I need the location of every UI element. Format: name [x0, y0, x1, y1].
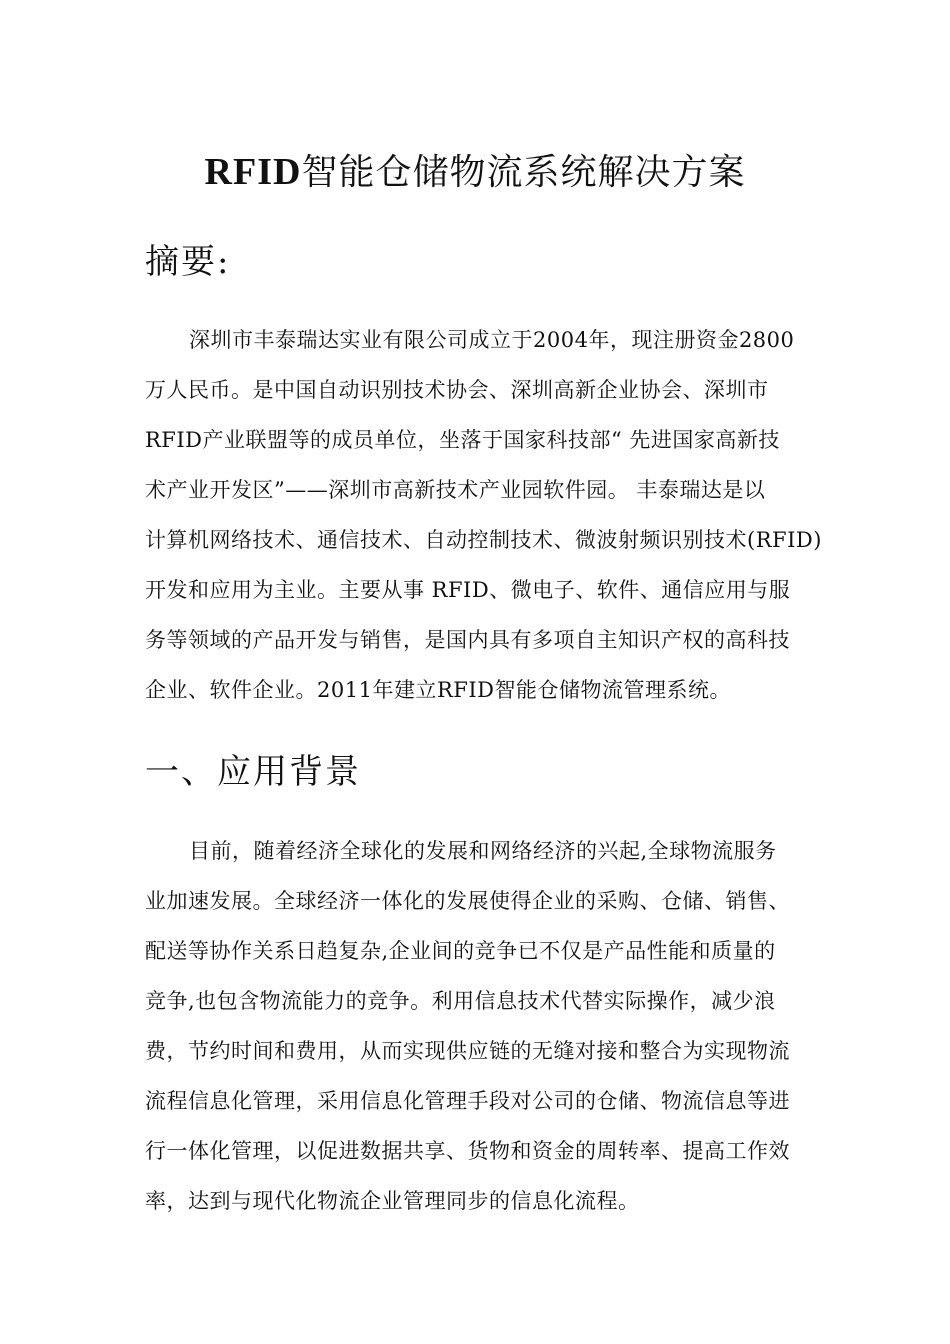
- abstract-line: RFID产业联盟等的成员单位，坐落于国家科技部“ 先进国家高新技: [145, 428, 780, 452]
- abstract-line: 务等领域的产品开发与销售，是国内具有多项自主知识产权的高科技: [145, 628, 790, 652]
- background-paragraph: [145, 826, 807, 1226]
- abstract-line: 深圳市丰泰瑞达实业有限公司成立于2004年，现注册资金2800: [189, 328, 795, 352]
- section-heading-background: 一、应用背景: [145, 752, 361, 792]
- background-line: 竞争,也包含物流能力的竞争。利用信息技术代替实际操作，减少浪: [145, 989, 776, 1013]
- background-line: 业加速发展。全球经济一体化的发展使得企业的采购、仓储、销售、: [145, 889, 790, 913]
- background-line: 率，达到与现代化物流企业管理同步的信息化流程。: [145, 1189, 640, 1213]
- background-line: 目前，随着经济全球化的发展和网络经济的兴起,全球物流服务: [189, 839, 777, 863]
- abstract-line: 万人民币。是中国自动识别技术协会、深圳高新企业协会、深圳市: [145, 378, 769, 402]
- abstract-line: 企业、软件企业。2011年建立RFID智能仓储物流管理系统。: [145, 678, 731, 702]
- document-title-rest: 智能仓储物流系统解决方案: [301, 152, 746, 193]
- abstract-line: 术产业开发区”——深圳市高新技术产业园软件园。 丰泰瑞达是以: [145, 478, 766, 502]
- abstract-line: 开发和应用为主业。主要从事 RFID、微电子、软件、通信应用与服: [145, 578, 791, 602]
- document-title: [0, 146, 950, 199]
- abstract-paragraph: [145, 315, 822, 715]
- background-line: 费，节约时间和费用，从而实现供应链的无缝对接和整合为实现物流: [145, 1039, 790, 1063]
- abstract-heading: 摘要:: [145, 242, 231, 282]
- background-line: 配送等协作关系日趋复杂,企业间的竞争已不仅是产品性能和质量的: [145, 939, 776, 963]
- background-line: 行一体化管理，以促进数据共享、货物和资金的周转率、提高工作效: [145, 1139, 790, 1163]
- document-title-latin: RFID: [204, 151, 302, 193]
- background-line: 流程信息化管理，采用信息化管理手段对公司的仓储、物流信息等进: [145, 1089, 790, 1113]
- abstract-line: 计算机网络技术、通信技术、自动控制技术、微波射频识别技术(RFID): [145, 528, 822, 552]
